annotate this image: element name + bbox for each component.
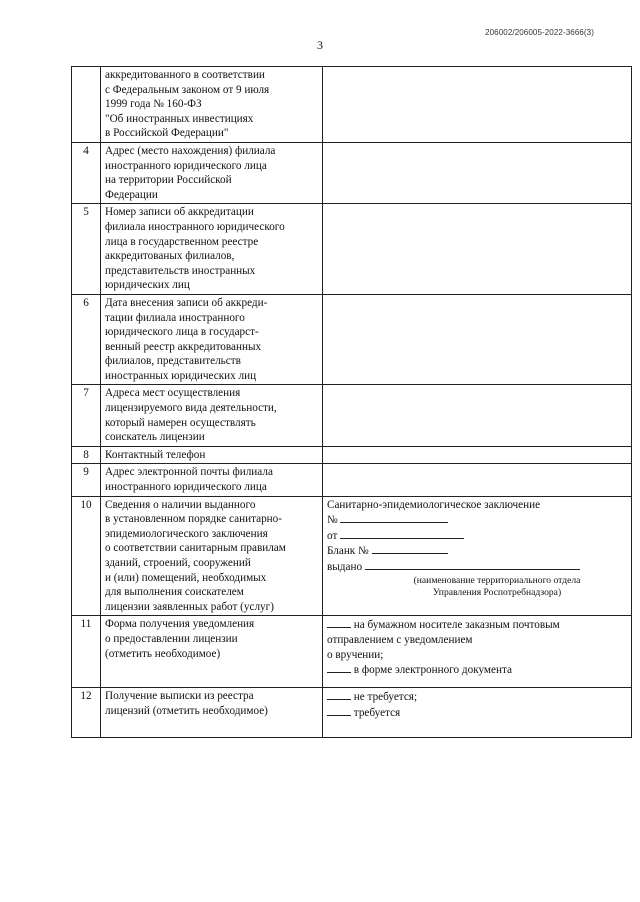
row-value-field[interactable] xyxy=(323,446,632,464)
conclusion-number-field[interactable]: № xyxy=(327,512,627,528)
row-number: 8 xyxy=(72,446,101,464)
application-form-table xyxy=(71,66,632,738)
row-value-field[interactable] xyxy=(323,204,632,295)
row-number: 10 xyxy=(72,496,101,616)
issued-by-caption: (наименование территориального отдела Управления Роспотребнадзора) xyxy=(413,574,581,598)
row-number: 6 xyxy=(72,294,101,385)
option-paper-mail-cont: о вручении; xyxy=(327,648,384,661)
table-row xyxy=(72,67,632,143)
blank-number-field[interactable]: Бланк № xyxy=(327,543,627,559)
option-electronic[interactable]: в форме электронного документа xyxy=(327,662,627,678)
row-label: Номер записи об аккредитации филиала иностранного юридического лица в государственном реестре аккредитованых филиалов, представительств иностранных юридических лиц xyxy=(101,204,323,295)
table-row xyxy=(72,446,632,464)
row-label: Адрес электронной почты филиала иностранного юридического лица xyxy=(101,464,323,496)
table-row xyxy=(72,496,632,616)
table-row xyxy=(72,142,632,203)
row-number: 4 xyxy=(72,142,101,203)
row-value-field[interactable] xyxy=(323,142,632,203)
notification-form-cell xyxy=(323,616,632,688)
sanitary-conclusion-cell xyxy=(323,496,632,616)
option-required[interactable]: требуется xyxy=(327,705,627,721)
option-paper-mail-cont: отправлением с уведомлением xyxy=(327,633,473,646)
row-number: 5 xyxy=(72,204,101,295)
row-number: 7 xyxy=(72,385,101,446)
row-number: 11 xyxy=(72,616,101,688)
table-row xyxy=(72,616,632,688)
row-number xyxy=(72,67,101,143)
registry-extract-cell xyxy=(323,688,632,738)
row-label: аккредитованного в соответствии с Федеральным законом от 9 июля 1999 года № 160-ФЗ "Об иностранных инвестициях в Российской Федерации" xyxy=(101,67,323,143)
table-row xyxy=(72,204,632,295)
row-label: Получение выписки из реестра лицензий (отметить необходимое) xyxy=(101,688,323,738)
row-label: Форма получения уведомления о предоставлении лицензии (отметить необходимое) xyxy=(101,616,323,688)
row-label: Адрес (место нахождения) филиала иностранного юридического лица на территории Российской Федерации xyxy=(101,142,323,203)
row-label: Контактный телефон xyxy=(101,446,323,464)
row-number: 12 xyxy=(72,688,101,738)
row-value-field[interactable] xyxy=(323,385,632,446)
issued-by-field[interactable]: выдано xyxy=(327,559,627,575)
row-label: Дата внесения записи об аккреди- тации филиала иностранного юридического лица в государст- венный реестр аккредитованных филиалов, представительств иностранных юридических лиц xyxy=(101,294,323,385)
table-row xyxy=(72,464,632,496)
table-row xyxy=(72,294,632,385)
row-label: Сведения о наличии выданного в установленном порядке санитарно- эпидемиологического заключения о соответствии санитарным правилам зданий, строений, сооружений и (или) помещений, необходимых для выполнения соискателем лицензии заявленных работ (услуг) xyxy=(101,496,323,616)
row-value-field[interactable] xyxy=(323,294,632,385)
option-paper-mail[interactable]: на бумажном носителе заказным почтовым xyxy=(327,617,627,633)
document-id: 206002/206005-2022-3666(3) xyxy=(485,28,594,37)
sanitary-conclusion-title: Санитарно-эпидемиологическое заключение xyxy=(327,498,541,511)
row-label: Адреса мест осуществления лицензируемого вида деятельности, который намерен осуществлять соискатель лицензии xyxy=(101,385,323,446)
row-number: 9 xyxy=(72,464,101,496)
page-number: 3 xyxy=(317,38,323,52)
option-not-required[interactable]: не требуется; xyxy=(327,689,627,705)
row-value-field[interactable] xyxy=(323,464,632,496)
table-row xyxy=(72,688,632,738)
table-row xyxy=(72,385,632,446)
conclusion-date-field[interactable]: от xyxy=(327,528,627,544)
row-value-field[interactable] xyxy=(323,67,632,143)
